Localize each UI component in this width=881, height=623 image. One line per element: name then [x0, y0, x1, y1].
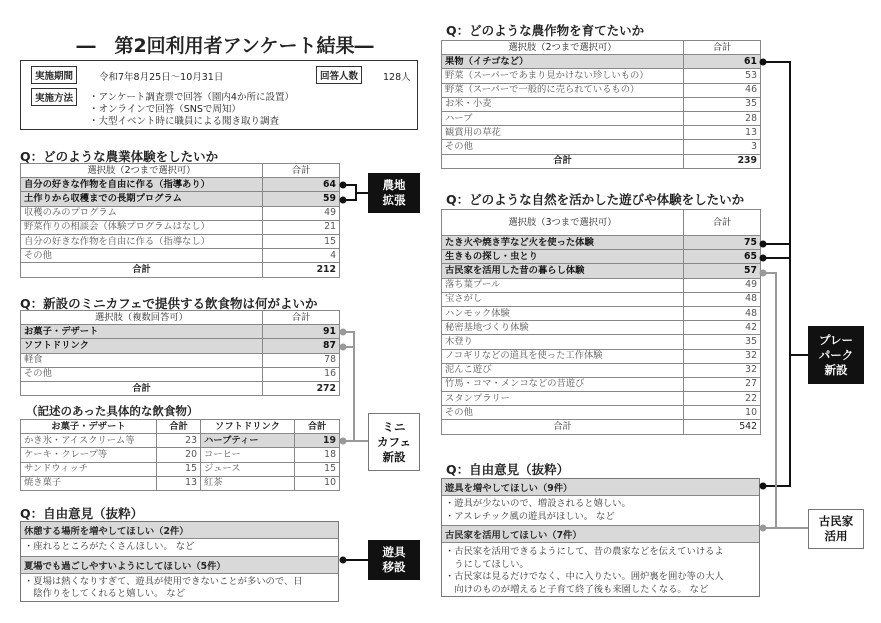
- row-label: 生きもの探し・虫とり: [442, 250, 684, 264]
- sweet-count: 15: [157, 462, 201, 476]
- row-value: 35: [684, 97, 761, 111]
- row-label: 竹馬・コマ・メンコなどの昔遊び: [442, 377, 684, 391]
- farm-connector: [341, 183, 369, 203]
- row-value: 15: [263, 234, 340, 248]
- row-value: 27: [684, 377, 761, 391]
- row-label: 秘密基地づくり体験: [442, 321, 684, 335]
- row-label: 木登り: [442, 335, 684, 349]
- row-label: 軽食: [21, 353, 263, 367]
- drink-count: 10: [295, 476, 340, 490]
- opinion-line: ・アスレチック風の遊具がほしい。 など: [445, 510, 615, 522]
- sweet-count: 20: [157, 448, 201, 462]
- row-value: 28: [684, 111, 761, 125]
- period-label: 実施期間: [31, 66, 77, 84]
- row-value: 10: [684, 406, 761, 420]
- row-label: その他: [442, 140, 684, 154]
- row-label: 土作りから収穫までの長期プログラム: [21, 192, 263, 206]
- farm-expansion-tag: [368, 173, 420, 213]
- opinion-heading: 遊具を増やしてほしい（9件）: [442, 479, 759, 496]
- opinion-heading: 夏場でも過ごしやすいようにしてほしい（5件）: [21, 556, 338, 574]
- row-value: 42: [684, 321, 761, 335]
- row-value: 61: [684, 55, 761, 69]
- row-value: 4: [263, 249, 340, 263]
- drink-count: 15: [295, 462, 340, 476]
- row-label: ノコギリなどの道具を使った工作体験: [442, 349, 684, 363]
- row-value: 57: [684, 264, 761, 278]
- sweet-name: かき氷・アイスクリーム等: [21, 434, 157, 448]
- total-value: 272: [263, 381, 340, 395]
- tag-line: 拡張: [382, 193, 406, 207]
- row-label: 果物（イチゴなど）: [442, 55, 684, 69]
- row-label: 自分の好きな作物を自由に作る（指導あり）: [21, 178, 263, 192]
- col-header: 合計: [263, 164, 340, 178]
- row-value: 22: [684, 392, 761, 406]
- row-label: 自分の好きな作物を自由に作る（指導なし）: [21, 234, 263, 248]
- foods-title: （記述のあった具体的な飲食物）: [26, 404, 199, 418]
- kominka-tag: [808, 509, 864, 549]
- drink-count: 19: [295, 434, 340, 448]
- row-value: 91: [263, 325, 340, 339]
- kominka-connector: [761, 271, 809, 531]
- row-value: 35: [684, 335, 761, 349]
- opinion-line: ・古民家は見るだけでなく、中に入りたい。囲炉裏を囲む等の大人: [445, 571, 724, 582]
- row-value: 16: [263, 367, 340, 381]
- tag-line: パーク: [818, 347, 854, 362]
- tag-line: 新設: [824, 362, 848, 377]
- total-value: 542: [684, 420, 761, 434]
- total-label: 合計: [442, 420, 684, 434]
- col-header: ソフトドリンク: [201, 420, 295, 434]
- tag-line: プレー: [818, 332, 854, 347]
- drink-name: ハーブティー: [201, 434, 295, 448]
- col-header: 選択肢（2つまで選択可）: [21, 164, 263, 178]
- opinion-line: ・座れるところがたくさんほしい。 など: [24, 541, 195, 552]
- total-label: 合計: [21, 263, 263, 277]
- row-value: 46: [684, 83, 761, 97]
- total-value: 239: [684, 154, 761, 168]
- col-header: 合計: [295, 420, 340, 434]
- col-header: 合計: [684, 41, 761, 55]
- col-header: 合計: [684, 210, 761, 236]
- drink-name: ジュース: [201, 462, 295, 476]
- row-label: 収穫のみのプログラム: [21, 206, 263, 220]
- opinion-line: 向けのものが増えると子育て終了後も来園したくなる。 など: [445, 583, 709, 595]
- col-header: 選択肢（3つまで選択可）: [442, 210, 684, 236]
- q2-title: Q：新設のミニカフェで提供する飲食物は何がよいか: [20, 296, 318, 311]
- tag-line: 古民家: [818, 514, 854, 528]
- total-label: 合計: [21, 381, 263, 395]
- opinion-line: ・遊具が少ないので、増設されると嬉しい。: [445, 498, 631, 509]
- row-label: その他: [442, 406, 684, 420]
- q4-title: Q：どのような自然を活かした遊びや体験をしたいか: [446, 192, 745, 207]
- free-right-title: Q：自由意見（抜粋）: [446, 462, 570, 477]
- row-label: たき火や焼き芋など火を使った体験: [442, 236, 684, 250]
- page-title: ― 第2回利用者アンケート結果―: [76, 35, 374, 57]
- row-value: 32: [684, 363, 761, 377]
- row-label: ソフトドリンク: [21, 339, 263, 353]
- opinion-line: ・古民家を活用できるようにして、昔の農家などを伝えていけるよ: [445, 546, 724, 557]
- sweet-name: サンドウィッチ: [21, 462, 157, 476]
- row-label: 泥んこ遊び: [442, 363, 684, 377]
- row-label: 落ち葉プール: [442, 278, 684, 292]
- row-label: 野菜（スーパーであまり見かけない珍しいもの）: [442, 69, 684, 83]
- opinion-line: 陰作りをしてくれると嬉しい。 など: [24, 588, 186, 599]
- row-value: 48: [684, 292, 761, 306]
- row-label: 古民家を活用した昔の暮らし体験: [442, 264, 684, 278]
- row-value: 32: [684, 349, 761, 363]
- opinion-heading: 休憩する場所を増やしてほしい（2件）: [21, 522, 338, 539]
- mini-cafe-tag: [368, 413, 420, 471]
- method-item: ・大型イベント時に職員による聞き取り調査: [89, 116, 280, 127]
- row-label: ハンモック体験: [442, 306, 684, 320]
- respondents-value: 128人: [383, 72, 411, 83]
- playground-connector: [341, 558, 369, 563]
- play-park-tag: [808, 326, 864, 384]
- sweet-count: 23: [157, 434, 201, 448]
- tag-line: 移設: [382, 560, 406, 574]
- tag-line: 遊具: [382, 545, 406, 559]
- row-value: 59: [263, 192, 340, 206]
- tag-line: 新設: [382, 449, 406, 464]
- row-value: 65: [684, 250, 761, 264]
- sweet-name: ケーキ・クレープ等: [21, 448, 157, 462]
- col-header: 選択肢（2つまで選択可）: [442, 41, 684, 55]
- row-label: 野菜作りの相談会（体験プログラムはなし）: [21, 220, 263, 234]
- total-value: 212: [263, 263, 340, 277]
- row-label: スタンプラリー: [442, 392, 684, 406]
- free-left-title: Q：自由意見（抜粋）: [20, 506, 144, 521]
- method-label: 実施方法: [31, 88, 77, 106]
- tag-line: 活用: [824, 529, 848, 543]
- method-item: ・オンラインで回答（SNSで周知）: [89, 104, 241, 115]
- row-label: その他: [21, 367, 263, 381]
- row-value: 53: [684, 69, 761, 83]
- row-value: 3: [684, 140, 761, 154]
- playground-relocation-tag: [368, 540, 420, 580]
- cafe-connector: [341, 330, 369, 444]
- tag-line: カフェ: [377, 434, 411, 449]
- tag-line: 農地: [382, 178, 406, 192]
- row-value: 75: [684, 236, 761, 250]
- opinion-heading: 古民家を活用してほしい（7件）: [442, 525, 759, 543]
- row-value: 13: [684, 126, 761, 140]
- sweet-count: 13: [157, 476, 201, 490]
- row-value: 64: [263, 178, 340, 192]
- row-value: 48: [684, 306, 761, 320]
- row-label: 野菜（スーパーで一般的に売られているもの）: [442, 83, 684, 97]
- row-label: その他: [21, 249, 263, 263]
- respondents-label: 回答人数: [316, 66, 362, 84]
- row-label: 宝さがし: [442, 292, 684, 306]
- row-value: 78: [263, 353, 340, 367]
- method-item: ・アンケート調査票で回答（園内4か所に設置）: [89, 92, 294, 103]
- row-value: 49: [263, 206, 340, 220]
- col-header: お菓子・デザート: [21, 420, 157, 434]
- row-label: ハーブ: [442, 111, 684, 125]
- drink-count: 18: [295, 448, 340, 462]
- col-header: 合計: [157, 420, 201, 434]
- row-value: 49: [684, 278, 761, 292]
- q3-title: Q：どのような農作物を育てたいか: [446, 23, 645, 38]
- drink-name: コーヒー: [201, 448, 295, 462]
- tag-line: ミニ: [382, 419, 406, 434]
- row-value: 21: [263, 220, 340, 234]
- drink-name: 紅茶: [201, 476, 295, 490]
- row-label: お米・小麦: [442, 97, 684, 111]
- row-label: お菓子・デザート: [21, 325, 263, 339]
- q1-title: Q：どのような農業体験をしたいか: [20, 149, 219, 164]
- col-header: 選択肢（複数回答可）: [21, 311, 263, 325]
- period-value: 令和7年8月25日〜10月31日: [99, 72, 224, 83]
- sweet-name: 焼き菓子: [21, 476, 157, 490]
- opinion-line: うにしてほしい。: [445, 558, 529, 570]
- row-value: 87: [263, 339, 340, 353]
- total-label: 合計: [442, 154, 684, 168]
- opinion-line: ・夏場は熱くなりすぎて、遊具が使用できないことが多いので、日: [24, 575, 303, 587]
- row-label: 観賞用の草花: [442, 126, 684, 140]
- col-header: 合計: [263, 311, 340, 325]
